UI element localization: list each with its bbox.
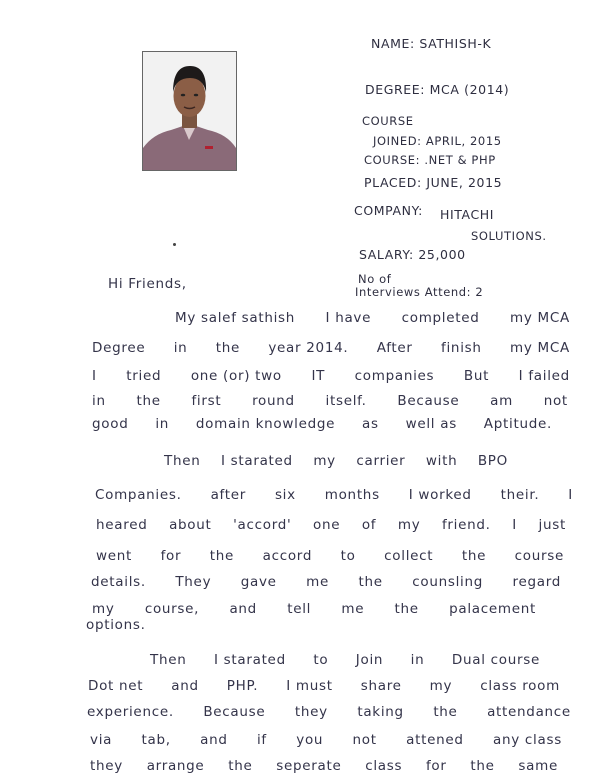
letter-line: [88, 678, 560, 694]
letter-line: [92, 601, 536, 617]
letter-word: Degree: [92, 340, 146, 356]
letter-word: in: [92, 393, 106, 409]
letter-word: first: [191, 393, 222, 409]
letter-word: one (or) two: [190, 368, 282, 384]
letter-word: any class: [493, 732, 562, 748]
letter-word: gave: [240, 574, 277, 590]
letter-word: BPO: [477, 453, 508, 469]
letter-word: IT: [311, 368, 326, 384]
letter-word: me: [306, 574, 330, 590]
letter-word: I: [568, 487, 573, 503]
letter-word: not: [352, 732, 377, 748]
letter-line: [150, 652, 540, 668]
letter-word: the: [228, 758, 253, 774]
letter-word: details.: [91, 574, 146, 590]
letter-word: finish: [441, 340, 482, 356]
letter-word: heared: [96, 517, 148, 533]
letter-word: Then: [150, 652, 187, 668]
course-info: COURSE: .NET & PHP: [364, 153, 496, 167]
letter-word: My salef sathish: [175, 310, 296, 326]
letter-word: Join: [355, 652, 384, 668]
letter-line: [92, 393, 568, 409]
student-portrait-image: [143, 52, 236, 170]
letter-word: as: [362, 416, 379, 432]
letter-word: PHP.: [226, 678, 259, 694]
letter-word: my MCA: [509, 340, 570, 356]
letter-word: I failed: [518, 368, 570, 384]
letter-word: regard: [512, 574, 561, 590]
letter-word: the: [461, 548, 487, 564]
letter-greeting: Hi Friends,: [108, 276, 187, 292]
letter-word: Aptitude.: [483, 416, 552, 432]
letter-word: taking: [357, 704, 404, 720]
letter-line: [90, 732, 562, 748]
letter-word: class: [365, 758, 403, 774]
interviews-label: No of: [358, 272, 392, 286]
letter-word: and: [229, 601, 257, 617]
letter-word: completed: [401, 310, 480, 326]
letter-word: Companies.: [95, 487, 182, 503]
letter-word: to: [340, 548, 356, 564]
letter-word: I worked: [408, 487, 472, 503]
letter-word: the: [433, 704, 458, 720]
letter-word: in: [155, 416, 170, 432]
letter-word: tell: [287, 601, 312, 617]
letter-word: I starated: [220, 453, 293, 469]
letter-word: After: [376, 340, 413, 356]
letter-word: They: [175, 574, 212, 590]
letter-word: went: [96, 548, 132, 564]
letter-word: Then: [164, 453, 201, 469]
letter-word: I: [92, 368, 97, 384]
letter-word: attened: [406, 732, 464, 748]
student-name: NAME: SATHISH-K: [371, 36, 492, 51]
letter-word: me: [341, 601, 365, 617]
letter-word: my MCA: [510, 310, 570, 326]
letter-word: counsling: [412, 574, 484, 590]
letter-word: not: [543, 393, 568, 409]
degree-info: DEGREE: MCA (2014): [365, 82, 510, 97]
letter-word: 'accord': [233, 517, 292, 533]
letter-word: six: [274, 487, 296, 503]
letter-word: for: [425, 758, 447, 774]
letter-word: the: [358, 574, 383, 590]
letter-word: the: [215, 340, 241, 356]
joined-info: JOINED: APRIL, 2015: [373, 134, 502, 148]
placed-info: PLACED: JUNE, 2015: [364, 175, 503, 190]
letter-word: I have: [325, 310, 372, 326]
letter-line: [164, 453, 508, 469]
letter-word: their.: [500, 487, 540, 503]
letter-word: I must: [286, 678, 333, 694]
letter-word: options.: [86, 617, 146, 633]
letter-word: course: [514, 548, 564, 564]
letter-word: good: [92, 416, 129, 432]
letter-word: my: [397, 517, 421, 533]
letter-line: [86, 617, 164, 633]
letter-word: attendance: [487, 704, 571, 720]
letter-line: [92, 368, 570, 384]
letter-word: tried: [126, 368, 162, 384]
letter-line: [90, 758, 558, 774]
letter-word: Dual course: [451, 652, 540, 668]
letter-word: year 2014.: [268, 340, 349, 356]
letter-word: collect: [384, 548, 434, 564]
letter-line: [91, 574, 561, 590]
letter-word: the: [209, 548, 235, 564]
letter-word: Dot net: [88, 678, 144, 694]
letter-line: [95, 487, 573, 503]
company-name-line2: SOLUTIONS.: [471, 229, 547, 243]
letter-line: [87, 704, 571, 720]
letter-word: months: [324, 487, 380, 503]
letter-word: accord: [262, 548, 313, 564]
letter-word: of: [361, 517, 377, 533]
letter-line: [92, 340, 570, 356]
company-name: HITACHI: [440, 207, 495, 222]
letter-word: seperate: [276, 758, 342, 774]
letter-word: am: [490, 393, 513, 409]
ink-dot: [173, 243, 176, 246]
letter-word: my: [429, 678, 453, 694]
company-label: COMPANY:: [354, 203, 423, 218]
letter-line: [92, 416, 552, 432]
letter-word: they: [90, 758, 123, 774]
salary-info: SALARY: 25,000: [359, 247, 466, 262]
letter-word: round: [252, 393, 295, 409]
interviews-count: Interviews Attend: 2: [355, 285, 484, 299]
letter-word: itself.: [325, 393, 367, 409]
letter-word: Because: [397, 393, 460, 409]
letter-word: about: [169, 517, 212, 533]
letter-word: you: [296, 732, 324, 748]
letter-word: same: [518, 758, 558, 774]
letter-word: carrier: [356, 453, 406, 469]
letter-word: the: [136, 393, 161, 409]
letter-line: [175, 310, 570, 326]
letter-word: if: [256, 732, 267, 748]
letter-word: arrange: [146, 758, 205, 774]
letter-word: just: [538, 517, 566, 533]
letter-word: friend.: [441, 517, 491, 533]
letter-word: domain knowledge: [195, 416, 336, 432]
letter-word: and: [171, 678, 199, 694]
letter-word: they: [294, 704, 328, 720]
letter-word: share: [360, 678, 402, 694]
letter-word: in: [173, 340, 188, 356]
letter-word: companies: [354, 368, 435, 384]
letter-word: via: [90, 732, 113, 748]
letter-word: and: [200, 732, 228, 748]
letter-word: for: [160, 548, 182, 564]
letter-word: class room: [480, 678, 560, 694]
letter-word: my: [313, 453, 336, 469]
letter-word: But: [463, 368, 490, 384]
student-photo: [142, 51, 237, 171]
letter-word: palacement: [449, 601, 536, 617]
letter-line: [96, 517, 566, 533]
letter-word: the: [394, 601, 419, 617]
letter-word: with: [425, 453, 458, 469]
letter-line: [96, 548, 564, 564]
letter-word: after: [210, 487, 246, 503]
letter-word: course,: [144, 601, 200, 617]
course-heading: COURSE: [362, 114, 414, 128]
letter-word: Because: [203, 704, 266, 720]
letter-word: my: [92, 601, 115, 617]
letter-word: in: [410, 652, 425, 668]
letter-word: I: [512, 517, 517, 533]
letter-word: one: [313, 517, 341, 533]
letter-word: I starated: [213, 652, 286, 668]
letter-word: experience.: [87, 704, 174, 720]
letter-word: well as: [405, 416, 457, 432]
letter-word: the: [470, 758, 495, 774]
letter-word: tab,: [141, 732, 171, 748]
letter-word: to: [313, 652, 329, 668]
